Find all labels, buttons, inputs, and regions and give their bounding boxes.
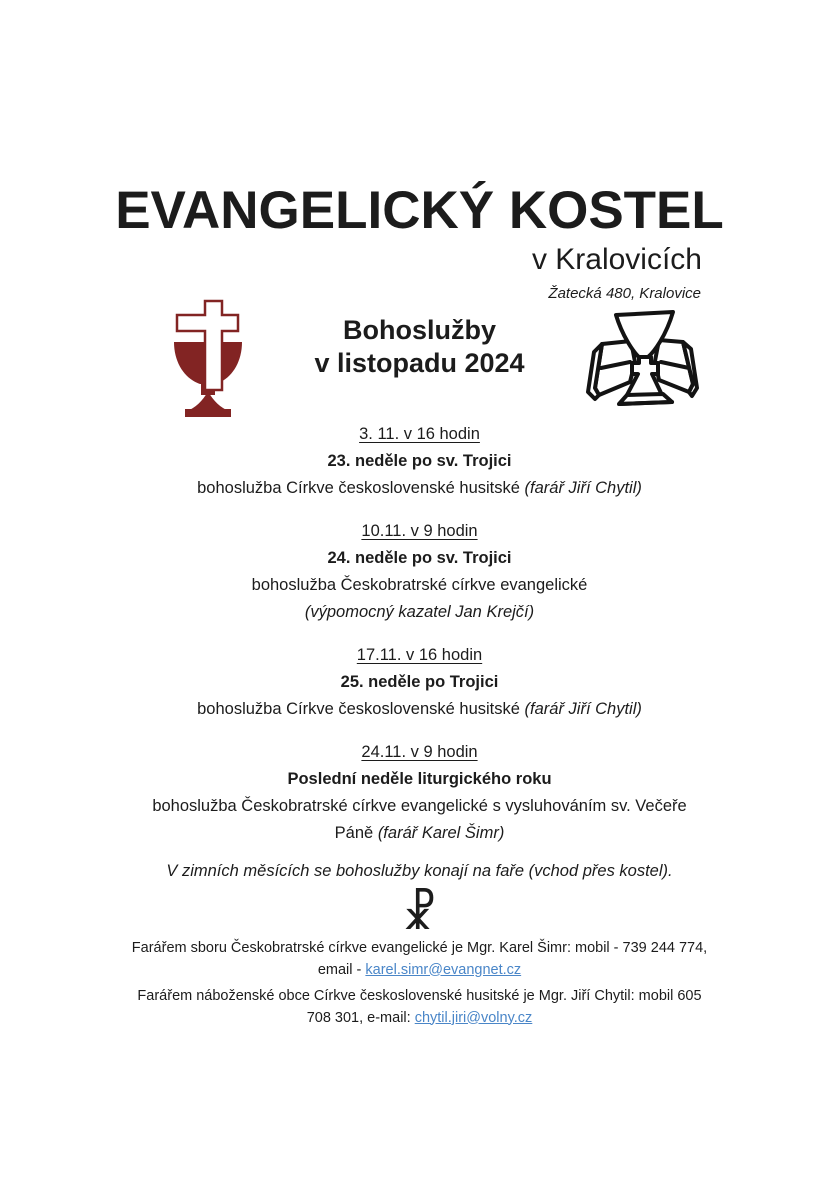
- service-4-title: Poslední neděle liturgického roku: [287, 770, 552, 788]
- service-4-church-line1: bohoslužba Českobratrské církve evangelické s vysluhováním sv. Večeře: [152, 797, 687, 815]
- service-4-celebrant: (farář Karel Šimr): [377, 824, 505, 842]
- footer-p1-line1: Farářem sboru Českobratrské církve evangelické je Mgr. Karel Šimr: mobil - 739 244 774,: [131, 940, 708, 956]
- service-3-date: 17.11. v 16 hodin: [356, 646, 483, 664]
- service-4-date: 24.11. v 9 hodin: [361, 743, 478, 761]
- service-4-description: [0, 793, 839, 847]
- email-link-chytil-jiri[interactable]: chytil.jiri@volny.cz: [414, 1009, 533, 1026]
- footer-contact-hussite: [0, 986, 839, 1029]
- heading-line2: v listopadu 2024: [314, 348, 525, 378]
- service-3-celebrant: (farář Jiří Chytil): [524, 700, 642, 718]
- service-block-1: [0, 421, 839, 502]
- chi-rho-icon: ☧: [401, 887, 438, 940]
- service-3-title: 25. neděle po Trojici: [340, 673, 499, 691]
- footer-p2-line2-prefix: 708 301, e-mail:: [306, 1009, 415, 1026]
- heading-line1: Bohoslužby: [343, 315, 496, 345]
- service-block-4: [0, 739, 839, 847]
- address-line: Žatecká 480, Kralovice: [548, 285, 701, 302]
- service-1-title: 23. neděle po sv. Trojici: [327, 452, 512, 470]
- chalice-on-bible-icon: [575, 300, 725, 435]
- service-block-3: [0, 642, 839, 723]
- email-link-karel-simr[interactable]: karel.simr@evangnet.cz: [365, 961, 522, 978]
- service-2-date: 10.11. v 9 hodin: [361, 522, 478, 540]
- page-subtitle: v Kralovicích: [531, 243, 702, 276]
- services-list: [0, 421, 839, 863]
- service-3-description: [0, 696, 839, 723]
- service-2-church: bohoslužba Českobratrské církve evangelické: [251, 576, 588, 594]
- service-4-church-line2: Páně: [334, 824, 374, 842]
- service-2-title: 24. neděle po sv. Trojici: [327, 549, 512, 567]
- service-1-description: [0, 475, 839, 502]
- page-title: EVANGELICKÝ KOSTEL: [115, 181, 724, 240]
- winter-note: V zimních měsících se bohoslužby konají na faře (vchod přes kostel).: [166, 862, 673, 880]
- footer-p1-line2-prefix: email -: [317, 961, 366, 978]
- service-2-celebrant: (výpomocný kazatel Jan Krejčí): [304, 603, 535, 621]
- service-3-church: bohoslužba Církve československé husitské: [197, 700, 520, 718]
- footer-contact-evangelical: [0, 938, 839, 981]
- service-1-date: 3. 11. v 16 hodin: [359, 425, 480, 443]
- service-1-celebrant: (farář Jiří Chytil): [524, 479, 642, 497]
- service-1-church: bohoslužba Církve československé husitské: [197, 479, 520, 497]
- service-block-2: [0, 518, 839, 626]
- footer-p2-line1: Farářem náboženské obce Církve československé husitské je Mgr. Jiří Chytil: mobil 605: [137, 988, 702, 1004]
